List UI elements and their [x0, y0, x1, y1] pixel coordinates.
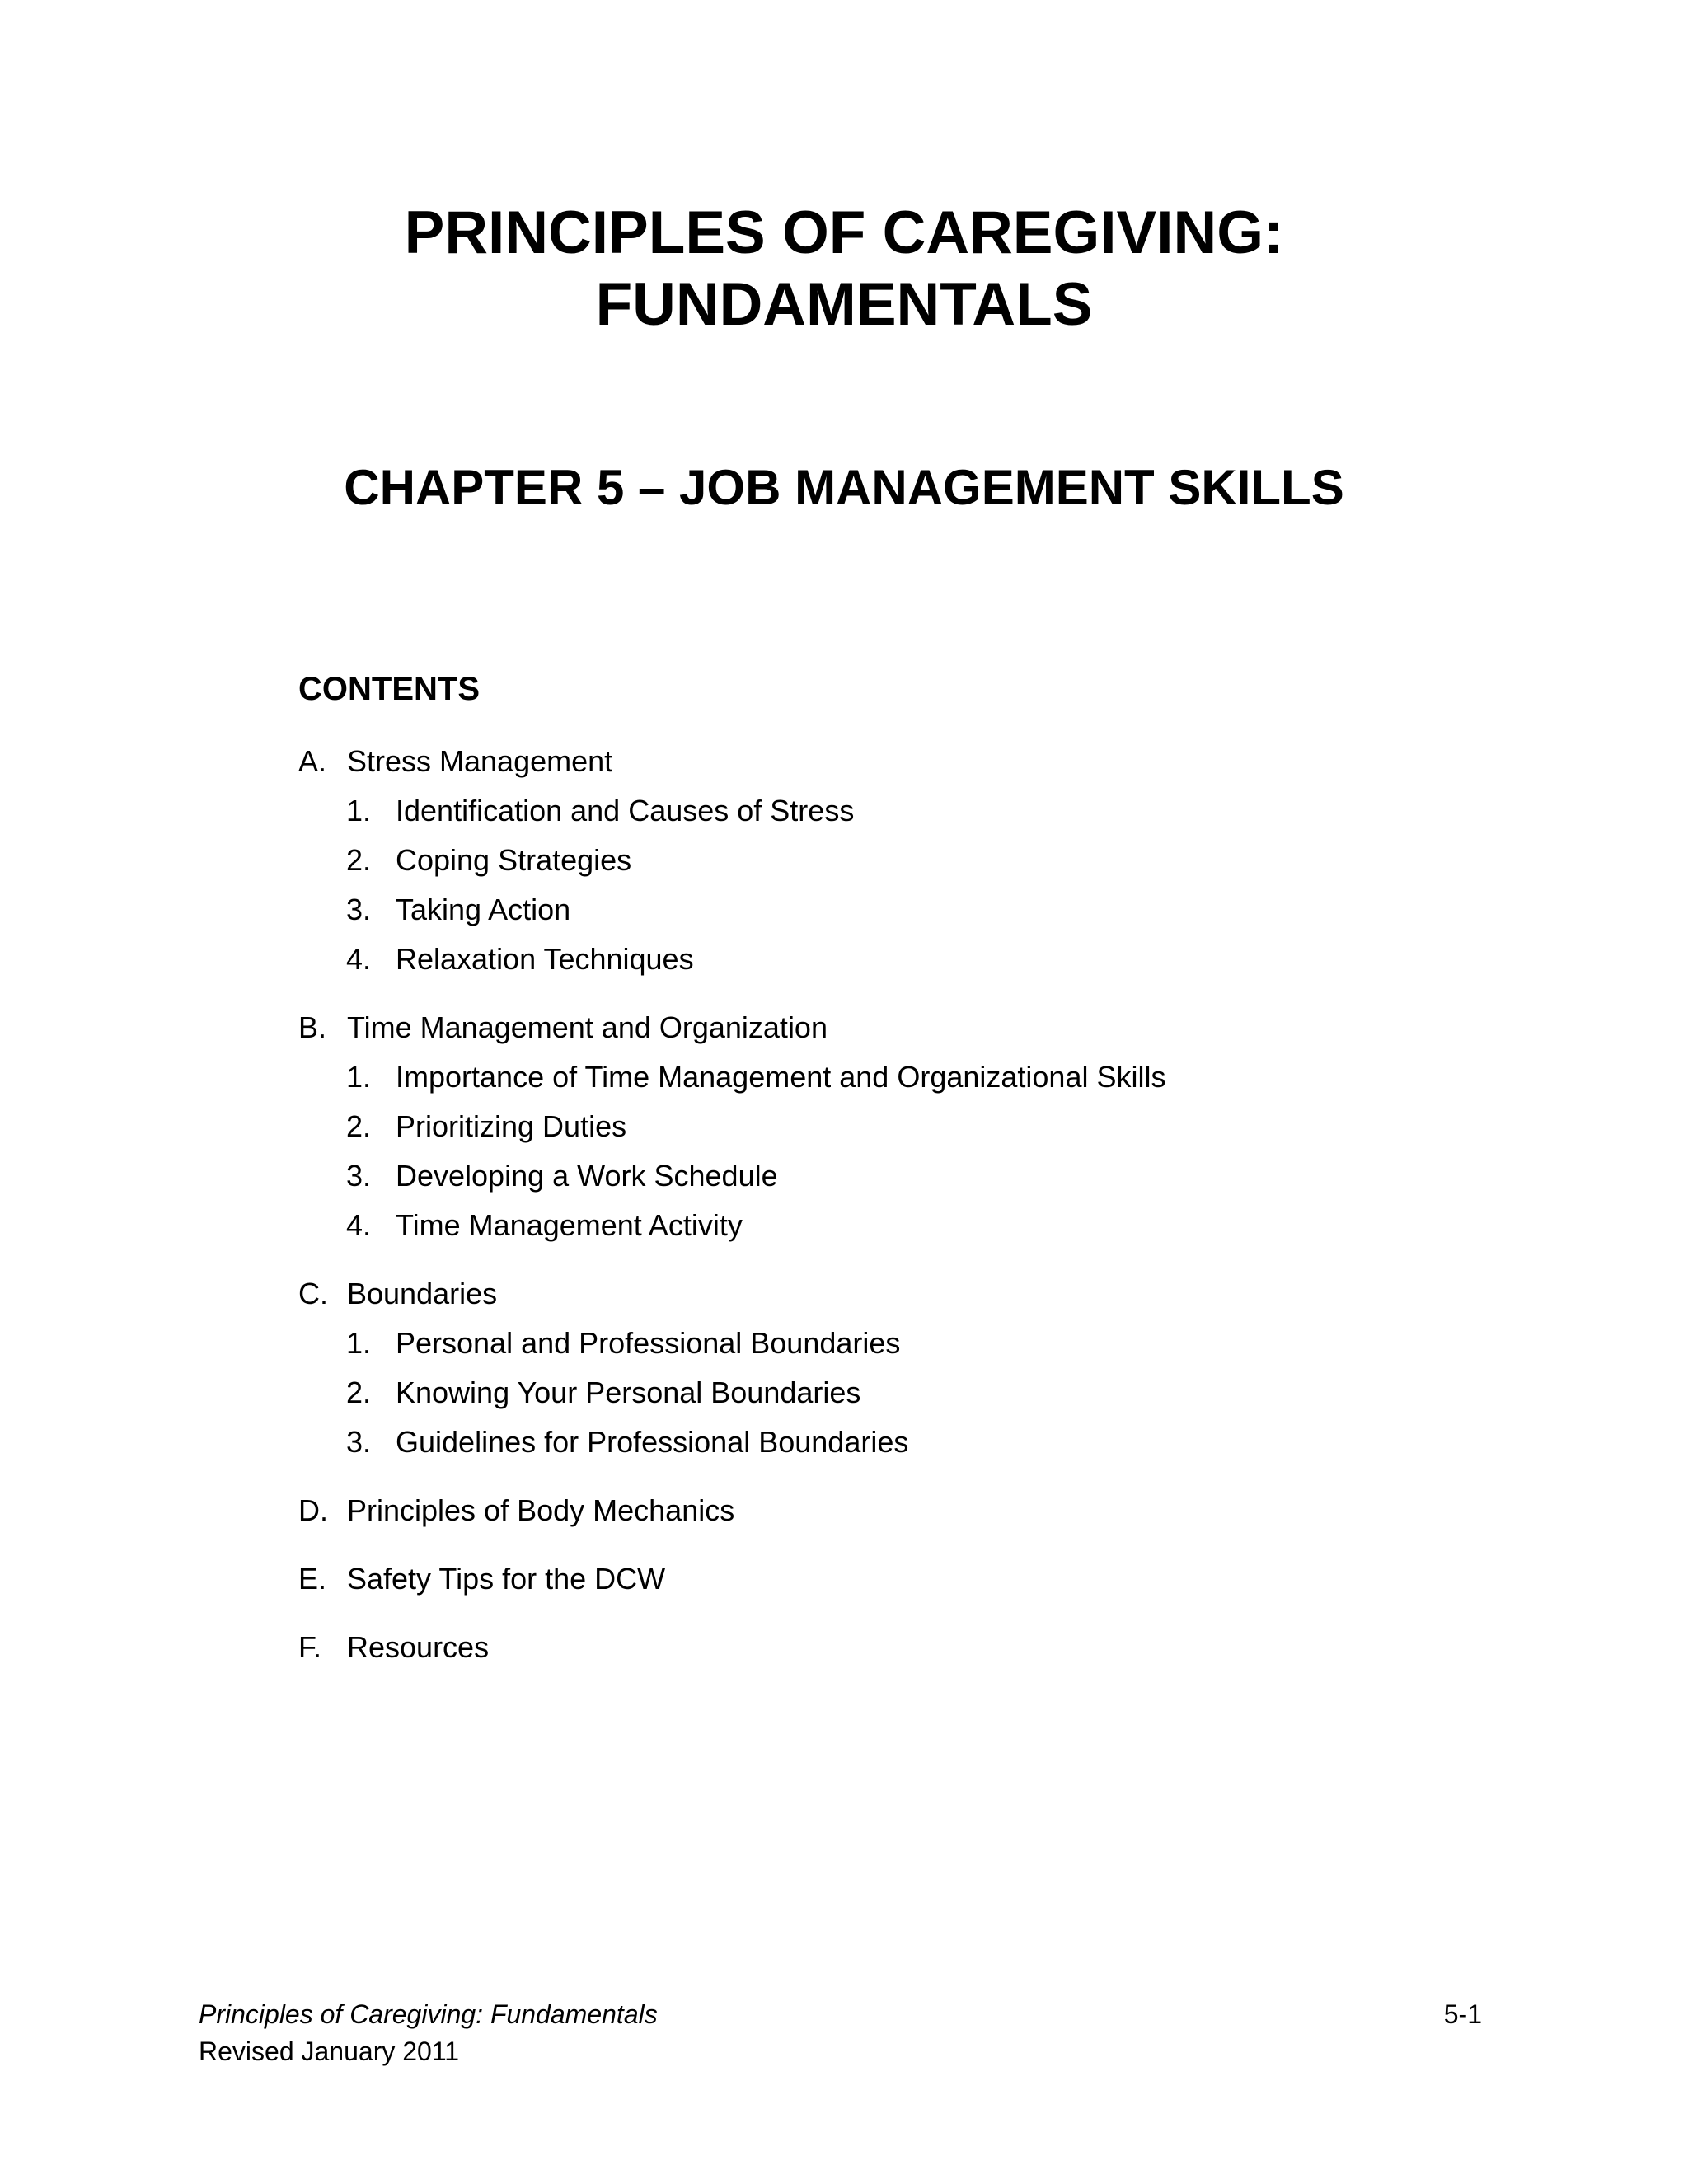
document-title-line-2: FUNDAMENTALS: [595, 271, 1093, 338]
toc-item-label: Importance of Time Management and Organizational Skills: [396, 1060, 1166, 1094]
toc-item-marker: 3.: [346, 1425, 372, 1459]
chapter-heading: CHAPTER 5 – JOB MANAGEMENT SKILLS: [344, 460, 1344, 515]
footer-revised-date: Revised January 2011: [199, 2036, 460, 2066]
toc-item-label: Knowing Your Personal Boundaries: [396, 1376, 861, 1409]
toc-item-marker: 2.: [346, 843, 372, 877]
toc-section-marker: A.: [298, 744, 327, 778]
toc-item-label: Personal and Professional Boundaries: [396, 1326, 901, 1360]
toc-item-label: Time Management Activity: [396, 1208, 743, 1242]
toc-section-marker: D.: [298, 1493, 328, 1527]
toc-section-label: Time Management and Organization: [347, 1010, 828, 1044]
toc-section-label: Resources: [347, 1630, 490, 1664]
toc-section-label: Safety Tips for the DCW: [347, 1562, 666, 1596]
toc-item-label: Relaxation Techniques: [396, 942, 694, 976]
contents-heading: CONTENTS: [298, 671, 480, 707]
toc-section-label: Boundaries: [347, 1277, 498, 1310]
toc-item-label: Taking Action: [396, 893, 571, 926]
footer-document-title: Principles of Caregiving: Fundamentals: [199, 1999, 658, 2029]
toc-item-marker: 2.: [346, 1376, 372, 1409]
toc-section-marker: F.: [298, 1630, 322, 1664]
footer-page-number: 5-1: [1443, 1999, 1482, 2029]
toc-section-label: Stress Management: [347, 744, 613, 778]
toc-section-marker: C.: [298, 1277, 328, 1310]
toc-item-marker: 1.: [346, 1326, 372, 1360]
toc-item-label: Guidelines for Professional Boundaries: [396, 1425, 909, 1459]
toc-item-marker: 1.: [346, 794, 372, 827]
toc-item-marker: 3.: [346, 1159, 372, 1193]
toc-item-marker: 4.: [346, 1208, 372, 1242]
toc-section-label: Principles of Body Mechanics: [347, 1493, 735, 1527]
toc-item-marker: 2.: [346, 1109, 372, 1143]
toc-item-label: Coping Strategies: [396, 843, 632, 877]
toc-item-label: Prioritizing Duties: [396, 1109, 627, 1143]
toc-section-marker: B.: [298, 1010, 327, 1044]
toc-section-marker: E.: [298, 1562, 327, 1596]
toc-item-marker: 3.: [346, 893, 372, 926]
toc-item-marker: 1.: [346, 1060, 372, 1094]
toc-item-label: Identification and Causes of Stress: [396, 794, 855, 827]
toc-item-marker: 4.: [346, 942, 372, 976]
toc-item-label: Developing a Work Schedule: [396, 1159, 778, 1193]
document-title-line-1: PRINCIPLES OF CAREGIVING:: [404, 199, 1284, 266]
